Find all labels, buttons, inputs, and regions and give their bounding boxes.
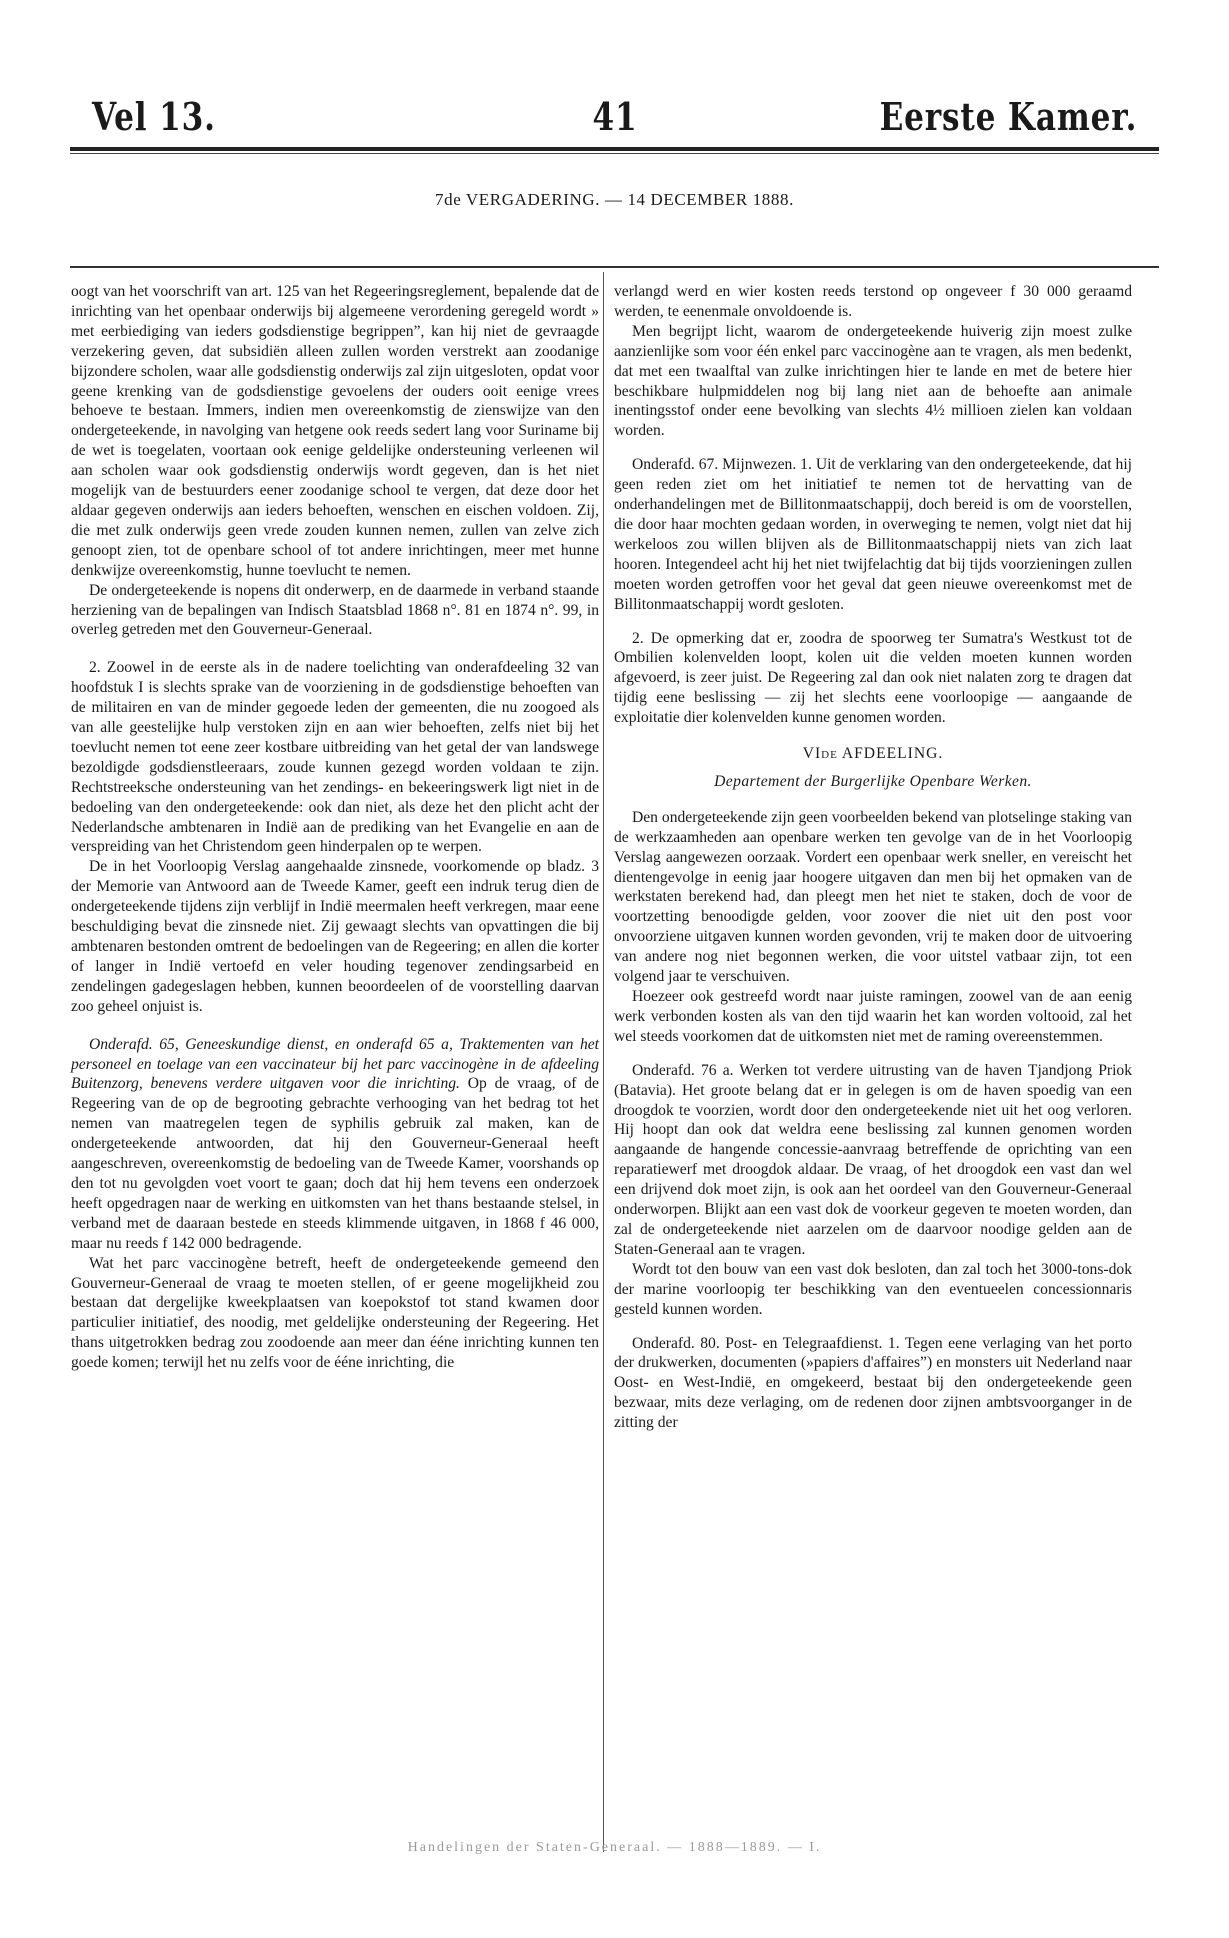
section-title: Departement der Burgerlijke Openbare Werken. bbox=[714, 772, 1032, 790]
meeting-rule bbox=[70, 266, 1159, 268]
right-paragraph-4: 2. De opmerking dat er, zoodra de spoorweg ter Sumatra's Westkust tot de Ombilien kolenvelden loopt, kolen uit die velden moeten kunnen worden afgevoerd, is zeer juist. De Regeering zal dan ook niet nalaten zorg te dragen dat tijdig eene beslissing — zij het slechts eene voorloopige — aangaande de exploitatie dier kolenvelden kunne genomen worden. bbox=[614, 629, 1132, 727]
left-paragraph-2: De ondergeteekende is nopens dit onderwerp, en de daarmede in verband staande herziening van de bepalingen van Indisch Staatsblad 1868 n°. 81 en 1874 n°. 99, in overleg getreden met den Gouverneur-Generaal. bbox=[71, 581, 599, 639]
header-rule bbox=[70, 147, 1159, 151]
right-paragraph-1: verlangd werd en wier kosten reeds terstond op ongeveer f 30 000 geraamd werden, te eenenmale onvoldoende is. bbox=[614, 283, 1132, 320]
right-paragraph-2: Men begrijpt licht, waarom de ondergeteekende huiverig zijn moest zulke aanzienlijke som voor één enkel parc vaccinogène aan te vragen, als men bedenkt, dat met een twaalftal van zulke inrichtingen hier te lande en met de betere hier beschikbare hulpmiddelen nog bij lang niet aan de behoefte aan animale inentingsstof onder eene bevolking van slechts 4½ millioen zielen kan voldaan worden. bbox=[614, 322, 1132, 440]
header-rule-thin bbox=[70, 153, 1159, 154]
left-paragraph-5 bbox=[71, 1035, 599, 1254]
left-column bbox=[71, 282, 599, 1373]
right-paragraph-8: Wordt tot den bouw van een vast dok besloten, dan zal toch het 3000-tons-dok der marine voorloopig ter beschikking van den eventueelen concessionnaris gesteld kunnen worden. bbox=[614, 1260, 1132, 1318]
right-paragraph-7: Onderafd. 76 a. Werken tot verdere uitrusting van de haven Tjandjong Priok (Batavia). Het groote belang dat er in gelegen is om de haven spoedig van een droogdok te voorzien, wordt door den ondergeteekende niet uit het oog verloren. Hij hoopt dan ook dat weldra eene beslissing zal kunnen genomen worden aangaande de hangende concessie-aanvraag betreffende de oprichting van een reparatiewerf met droogdok aldaar. De vraag, of het droogdok een vast dan wel een drijvend dok moet zijn, is ook aan het oordeel van den Gouverneur-Generaal onderworpen. Blijkt aan een vast dok de voorkeur gegeven te moeten worden, dan zal de ondergeteekende niet aarzelen om de daarvoor noodige gelden aan de Staten-Generaal aan te vragen. bbox=[614, 1061, 1132, 1258]
page-footer: Handelingen der Staten-Generaal. — 1888—1889. — I. bbox=[407, 1840, 822, 1855]
left-paragraph-4: De in het Voorloopig Verslag aangehaalde zinsnede, voorkomende op bladz. 3 der Memorie van Antwoord aan de Tweede Kamer, geeft een indruk terug dien de ondergeteekende tijdens zijn verblijf in Indië meermalen heeft verkregen, maar eene beschuldiging bevat die zinsnede niet. Zij gewaagt slechts van opvattingen die bij ambtenaren bestonden omtrent de bedoelingen van de Regeering; en allen die korter of langer in Indië vertoefd en veler houding tegenover zendingsarbeid en zendelingen gadegeslagen hebben, kunnen beoordeelen of de voorstelling daarvan zoo geheel onjuist is. bbox=[71, 858, 599, 1015]
right-paragraph-6: Hoezeer ook gestreefd wordt naar juiste ramingen, zoowel van de aan eenig werk verbonden kosten als van den tijd waarin het kan worden voltooid, zal het wel steeds voorkomen dat de uitkomsten niet met de raming overeenstemmen. bbox=[614, 988, 1132, 1045]
right-column bbox=[614, 282, 1132, 1433]
left-paragraph-3: 2. Zoowel in de eerste als in de nadere toelichting van onderafdeeling 32 van hoofdstuk I is slechts sprake van de voorziening in de godsdienstige behoeften van de militairen en van de minder gegoede leden der gemeenten, die nu zoogoed als van alle geestelijke hulp verstoken zijn en aan wier behoeften, zelfs niet bij het toevlucht nemen tot eene zeer kostbare uitbreiding van het getal der van landswege bezoldigde godsdienstleeraars, zoude kunnen gezegd worden voldaan te zijn. Rechtstreeksche ondersteuning van het zendings- en bekeeringswerk ligt niet in de bedoeling van den ondergeteekende: ook dan niet, als deze het den plicht acht der Nederlandsche ambtenaren in Indië aan de prediking van het Evangelie en aan de verspreiding van het Christendom geen hinderpalen op te werpen. bbox=[71, 659, 599, 856]
section-heading: VIde AFDEELING. bbox=[802, 745, 944, 763]
left-paragraph-6: Wat het parc vaccinogène betreft, heeft de ondergeteekende gemeend den Gouverneur-Generaal de vraag te moeten stellen, of er geene mogelijkheid zou bestaan dat dergelijke kweekplaatsen van koepokstof tot stand kwamen door particulier initiatief, des noodig, met geldelijke ondersteuning der Regeering. Het thans uitgetrokken bedrag zou zoodoende aan meer dan ééne inrichting kunnen ten goede komen; terwijl het nu zelfs voor de ééne inrichting, die bbox=[71, 1254, 599, 1372]
page-number: 41 bbox=[591, 94, 638, 139]
column-divider bbox=[603, 272, 604, 1852]
chamber-title: Eerste Kamer. bbox=[879, 94, 1137, 139]
meeting-date-line: 7de VERGADERING. — 14 DECEMBER 1888. bbox=[435, 190, 794, 209]
onderafd-65-text: Op de vraag, of de Regeering van de op de begrooting gebrachte verhooging van het bedrag tot het nemen van maatregelen tegen de syphilis gebruik zal maken, kan de ondergeteekende antwoorden, dat hij den Gouverneur-Generaal heeft aangeschreven, overeenkomstig de bedoeling van de Tweede Kamer, voorshands op den tot nu gevolgden voet voort te gaan; doch dat hij hem tevens een onderzoek heeft opgedragen naar de werking en uitkomsten van het thans bestaande stelsel, in verband met de daaraan bestede en steeds klimmende uitgaven, in 1868 f 46 000, maar nu reeds f 142 000 bedragende. bbox=[71, 1075, 599, 1252]
right-paragraph-9: Onderafd. 80. Post- en Telegraafdienst. 1. Tegen eene verlaging van het porto der drukwerken, documenten (»papiers d'affaires”) en monsters uit Nederland naar Oost- en West-Indië, en omgekeerd, bestaat bij den ondergeteekende geen bezwaar, mits deze verlaging, om de redenen door zijnen ambtsvoorganger in de zitting der bbox=[614, 1334, 1132, 1432]
volume-label: Vel 13. bbox=[92, 94, 216, 139]
onderafd-65-title: Onderafd. 65, Geneeskundige dienst, en onderafd 65 a, Traktementen van het personeel en toelage van een vaccinateur bij het parc vaccinogène in de afdeeling Buitenzorg, benevens verdere uitgaven voor die inrichting. bbox=[71, 1035, 599, 1093]
left-paragraph-1: oogt van het voorschrift van art. 125 van het Regeeringsreglement, bepalende dat de inrichting van het openbaar onderwijs bij algemeene verordening geregeld wordt » met eerbiediging van ieders godsdienstige begrippen”, kan hij niet de gevraagde verzekering geven, dat subsidiën alleen zullen worden verstrekt aan zoodanige bijzondere scholen, waar alle godsdienstig onderwijs zal zijn uitgesloten, opdat voor geene krenking van de godsdienstige gevoelens der ouders ooit eenige vrees behoeve te bestaan. Immers, indien men overeenkomstig de zienswijze van den ondergeteekende, in navolging van hetgene ook reeds sedert lang voor Suriname bij de wet is toegelaten, voortaan ook eenige geldelijke ondersteuning verleenen wil aan scholen waar ook godsdienstig onderwijs wordt gegeven, dan is het niet mogelijk van de bestuurders eener zoodanige school te vergen, dat deze door het aldaar gegeven onderwijs aan ieders behoeften, wenschen en eischen voldoen. Zij, die met zulk onderwijs geen vrede zouden kunnen nemen, zullen van zelve zich genoopt zien, tot de openbare school of tot andere inrichtingen, meer met hunne denkwijze overeenkomstig, hunne toevlucht te nemen. bbox=[71, 283, 599, 579]
right-paragraph-3: Onderafd. 67. Mijnwezen. 1. Uit de verklaring van den ondergeteekende, dat hij geen reden ziet om het initiatief te nemen tot de hervatting van de onderhandelingen met de Billitonmaatschappij, doch bereid is om de voorstellen, die door haar mochten gedaan worden, in overweging te nemen, volgt niet dat hij werkeloos zou willen blijven als de Billitonmaatschappij niets van zich laat hooren. Integendeel acht hij het niet twijfelachtig dat bij tijds voorzieningen zullen moeten worden getroffen voor het geval dat geen nieuwe overeenkomst met de Billitonmaatschappij wordt gesloten. bbox=[614, 456, 1132, 613]
right-paragraph-5: Den ondergeteekende zijn geen voorbeelden bekend van plotselinge staking van de werkzaamheden aan openbare werken ten gevolge van de in het Voorloopig Verslag aangewezen oorzaak. Vordert een openbaar werk sneller, en vereischt het dientengevolge in eenig jaar hoogere uitgaven dan men bij het opmaken van de werkstaten berekend had, dan pleegt men het niet te staken, doch de voor de voortzetting benoodigde gelden, voor zoover die niet uit den post voor onvoorziene uitgaven kunnen worden gevonden, vrij te maken door de uitvoering van andere nog niet begonnen werken, die voor uitstel vatbaar zijn, tot een volgend jaar te verschuiven. bbox=[614, 808, 1132, 986]
running-head bbox=[92, 92, 1137, 142]
